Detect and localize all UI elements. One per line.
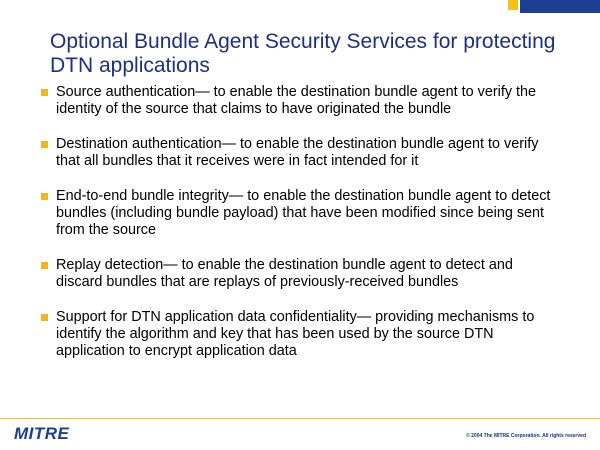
square-bullet-icon: [41, 141, 48, 148]
bullet-item-destination-authentication: [40, 136, 560, 170]
bullet-item-data-confidentiality: [40, 309, 560, 360]
square-bullet-icon: [41, 193, 48, 200]
corner-accent-blue: [520, 0, 600, 13]
bullet-text: Destination authentication— to enable the destination bundle agent to verify that all bundles that it receives were in fact intended for it: [56, 136, 539, 169]
bullet-item-replay-detection: [40, 257, 560, 291]
bullet-item-source-authentication: [40, 84, 560, 118]
bullet-text: Support for DTN application data confidentiality— providing mechanisms to identify the algorithm and key that has been used by the source DTN application to encrypt application data: [56, 309, 535, 359]
slide-title: Optional Bundle Agent Security Services for protecting DTN applications: [50, 30, 556, 77]
bullet-text: Replay detection— to enable the destination bundle agent to detect and discard bundles that are replays of previously-received bundles: [56, 257, 513, 290]
square-bullet-icon: [41, 89, 48, 96]
square-bullet-icon: [41, 262, 48, 269]
bullet-text: Source authentication— to enable the destination bundle agent to verify the identity of the source that claims to have originated the bundle: [56, 84, 537, 117]
bullet-list: [40, 84, 560, 378]
mitre-logo: MITRE: [14, 424, 70, 443]
bullet-text: End-to-end bundle integrity— to enable the destination bundle agent to detect bundles (including bundle payload) that have been modified since being sent from the source: [56, 188, 551, 238]
footer-divider: [0, 418, 600, 419]
corner-accent-gold: [508, 0, 518, 10]
square-bullet-icon: [41, 314, 48, 321]
copyright-notice: © 2004 The MITRE Corporation. All rights reserved: [466, 433, 586, 439]
bullet-item-bundle-integrity: [40, 188, 560, 239]
